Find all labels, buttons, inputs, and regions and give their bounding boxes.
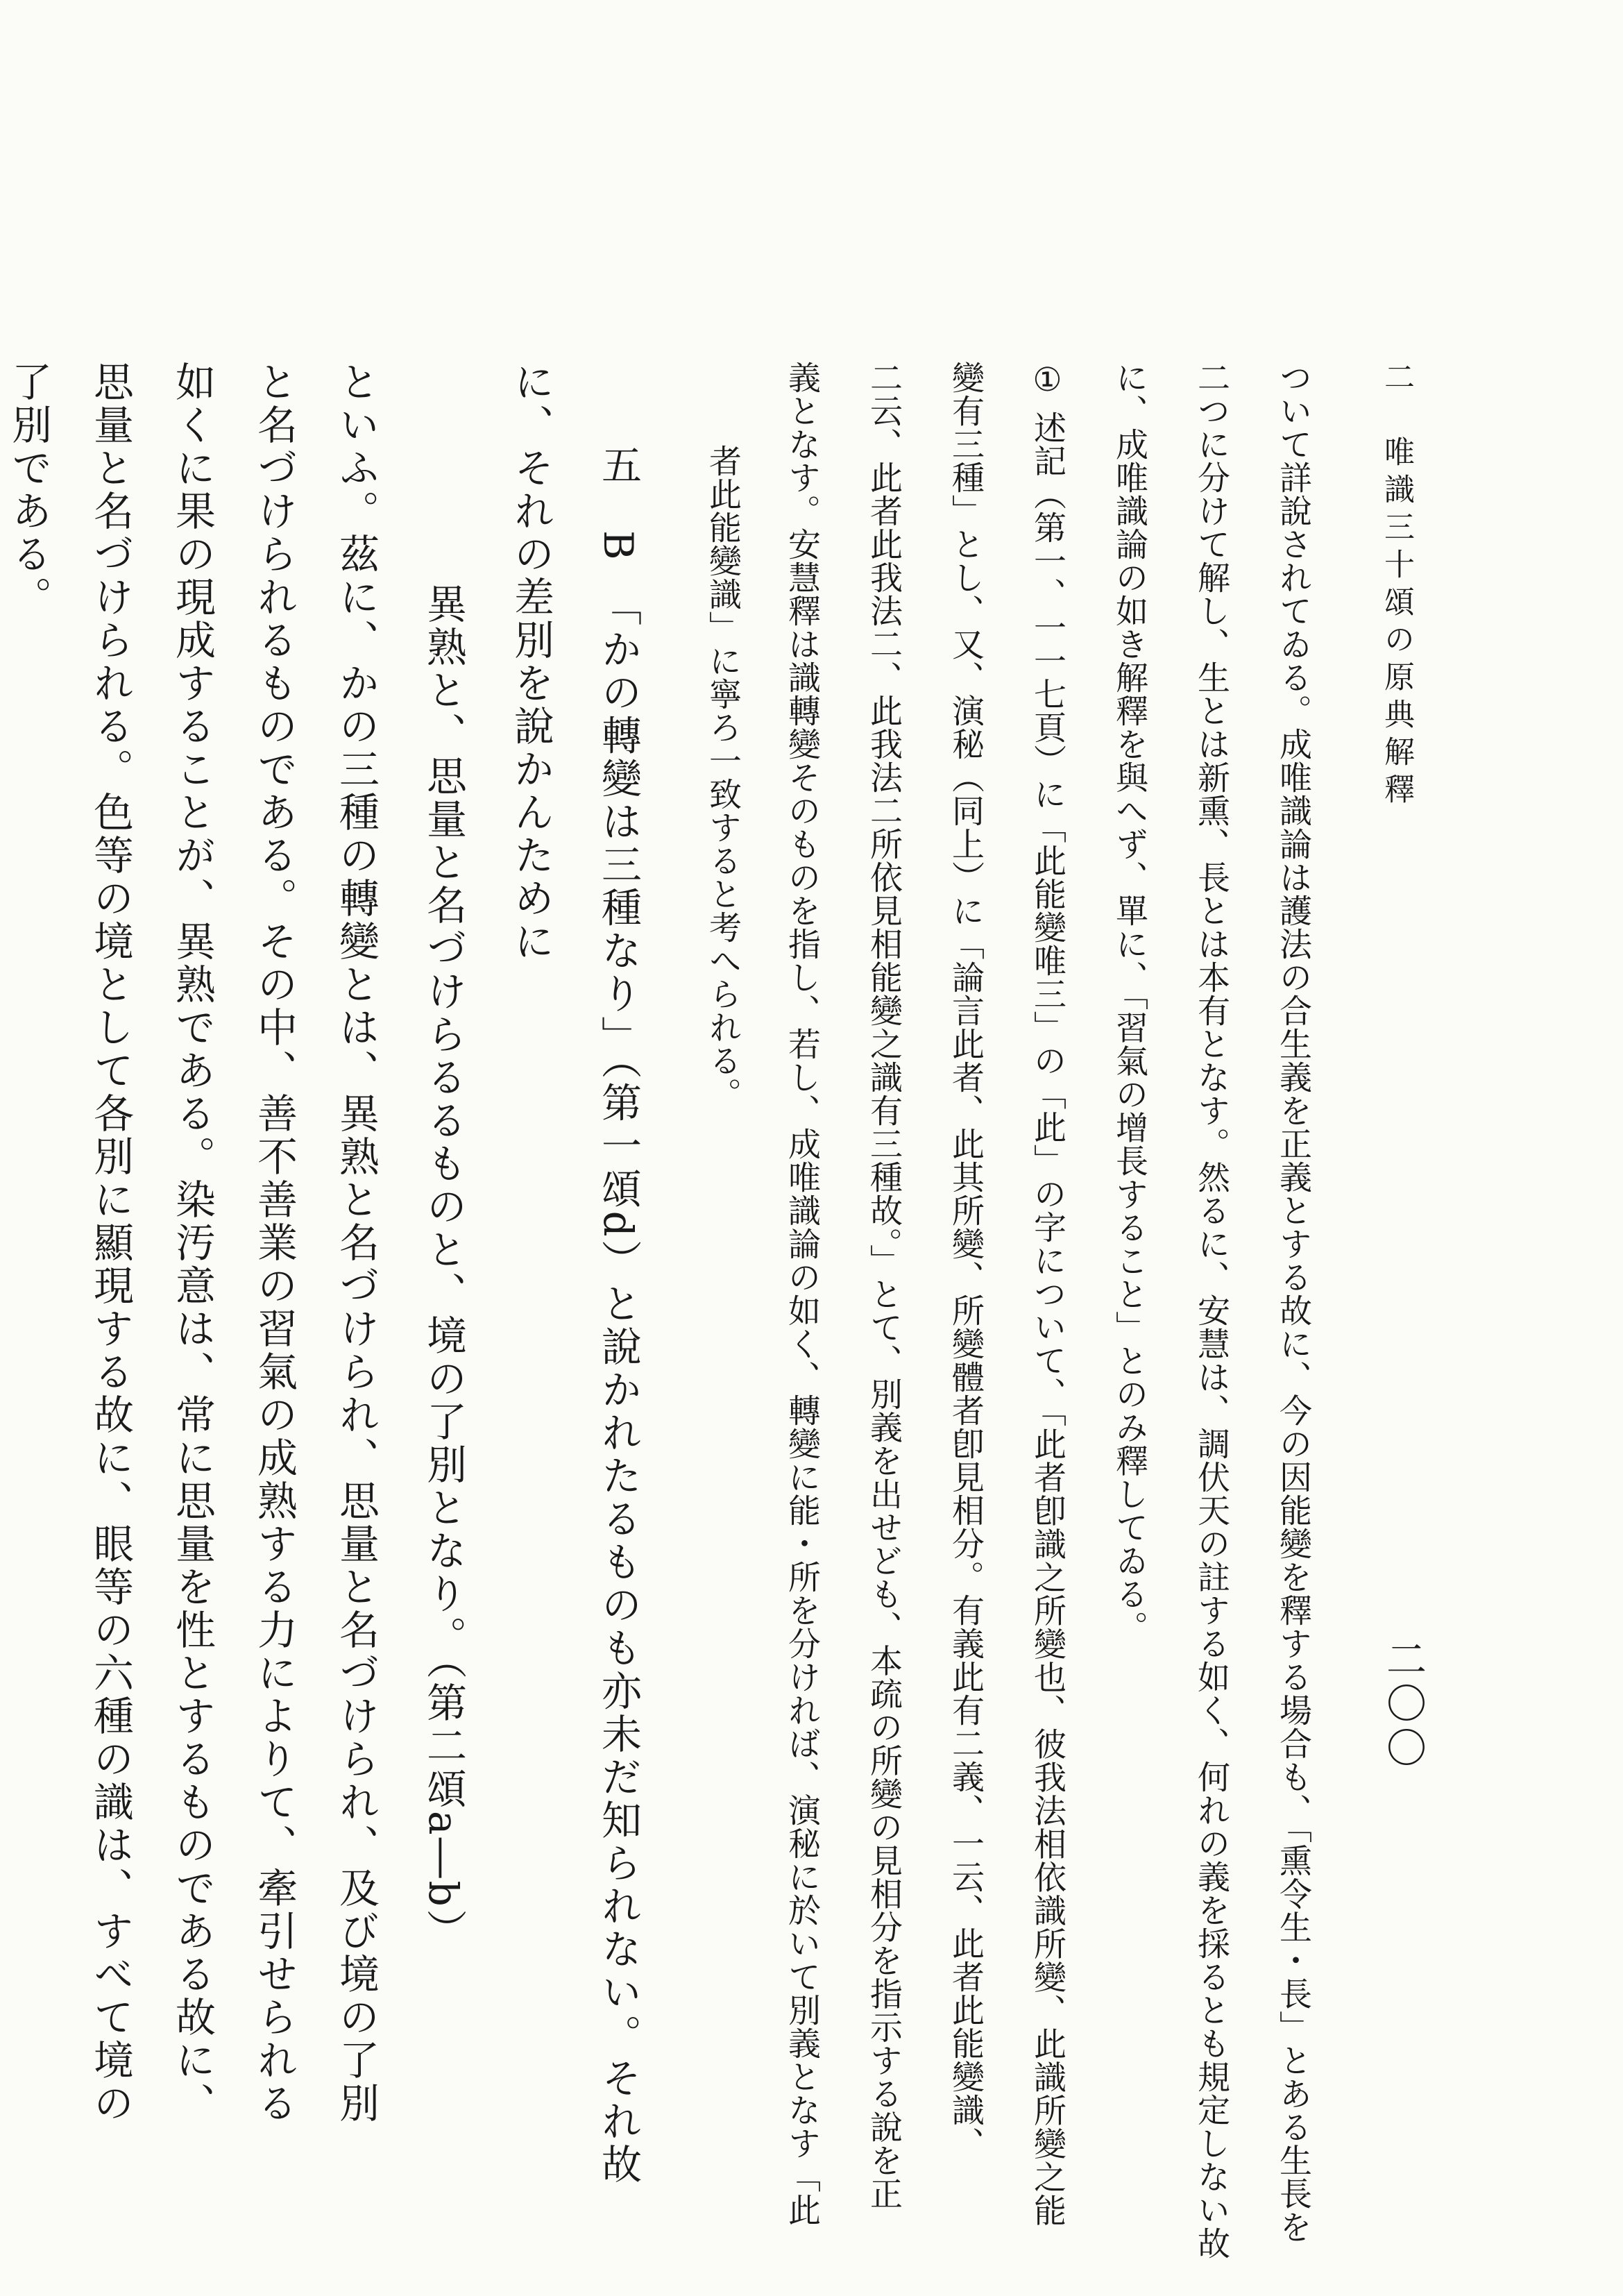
text-line: に、成唯識論の如き解釋を與へず、單に、「習氣の增長すること」とのみ釋してゐる。 <box>1110 361 1148 1644</box>
text-line: に、それの差別を說かんために <box>507 361 554 963</box>
text-line: と名づけられるものである。その中、善不善業の習氣の成熟する力によりて、牽引せられる <box>250 361 298 2125</box>
text-line: といふ。茲に、かの三種の轉變とは、異熟と名づけられ、思量と名づけられ、及び境の了別 <box>332 361 380 2125</box>
text-line: 二つに分けて解し、生とは新熏、長とは本有となす。然るに、安慧は、調伏天の註する如く、何れの義を採るとも規定しない故 <box>1192 361 1230 2260</box>
page-number: 二〇〇 <box>1379 1638 1427 1771</box>
footnote-line: ① 述記（第一、一一七頁）に「此能變唯三」の「此」の字について、「此者卽識之所變也、彼我法相依識所變、此識所變之能 <box>1028 361 1067 2227</box>
text-line: 思量と名づけられる。色等の境として各別に顯現する故に、眼等の六種の識は、すべて境の <box>87 361 134 2125</box>
footnote-line: 變有三種」とし、又、演秘（同上）に「論言此者、此其所變、所變體者卽見相分。有義此有二義、一云、此者此能變識、 <box>946 361 985 2160</box>
text-line: ついて詳說されてゐる。成唯識論は護法の合生義を正義とする故に、今の因能變を釋する場合も、「熏令生・長」とある生長を <box>1274 361 1312 2244</box>
footnote-line: 二云、此者此我法二、此我法二所依見相能變之識有三種故。」とて、別義を出せども、本疏の所變の見相分を指示する說を正 <box>865 361 903 2211</box>
verse-line: 異熟と、思量と名づけらるるものと、境の了別となり。（第二頌a―b） <box>420 583 467 1952</box>
text-line: 了別である。 <box>5 361 52 619</box>
section-heading-line: 五 B 「かの轉變は三種なり」（第一頌d）と說かれたるものも亦未だ知られない。それ故 <box>595 444 642 2186</box>
footnote-line: 義となす。安慧釋は識轉變そのものを指し、若し、成唯識論の如く、轉變に能・所を分ければ、演秘に於いて別義となす「此 <box>783 361 821 2227</box>
text-line: 如くに果の現成することが、異熟である。染汚意は、常に思量を性とするものである故に、 <box>169 361 216 2125</box>
footnote-line: 者此能變識」に寧ろ一致すると考へられる。 <box>704 444 742 1111</box>
running-header: 二 唯識三十頌の原典解釋 <box>1379 361 1414 811</box>
